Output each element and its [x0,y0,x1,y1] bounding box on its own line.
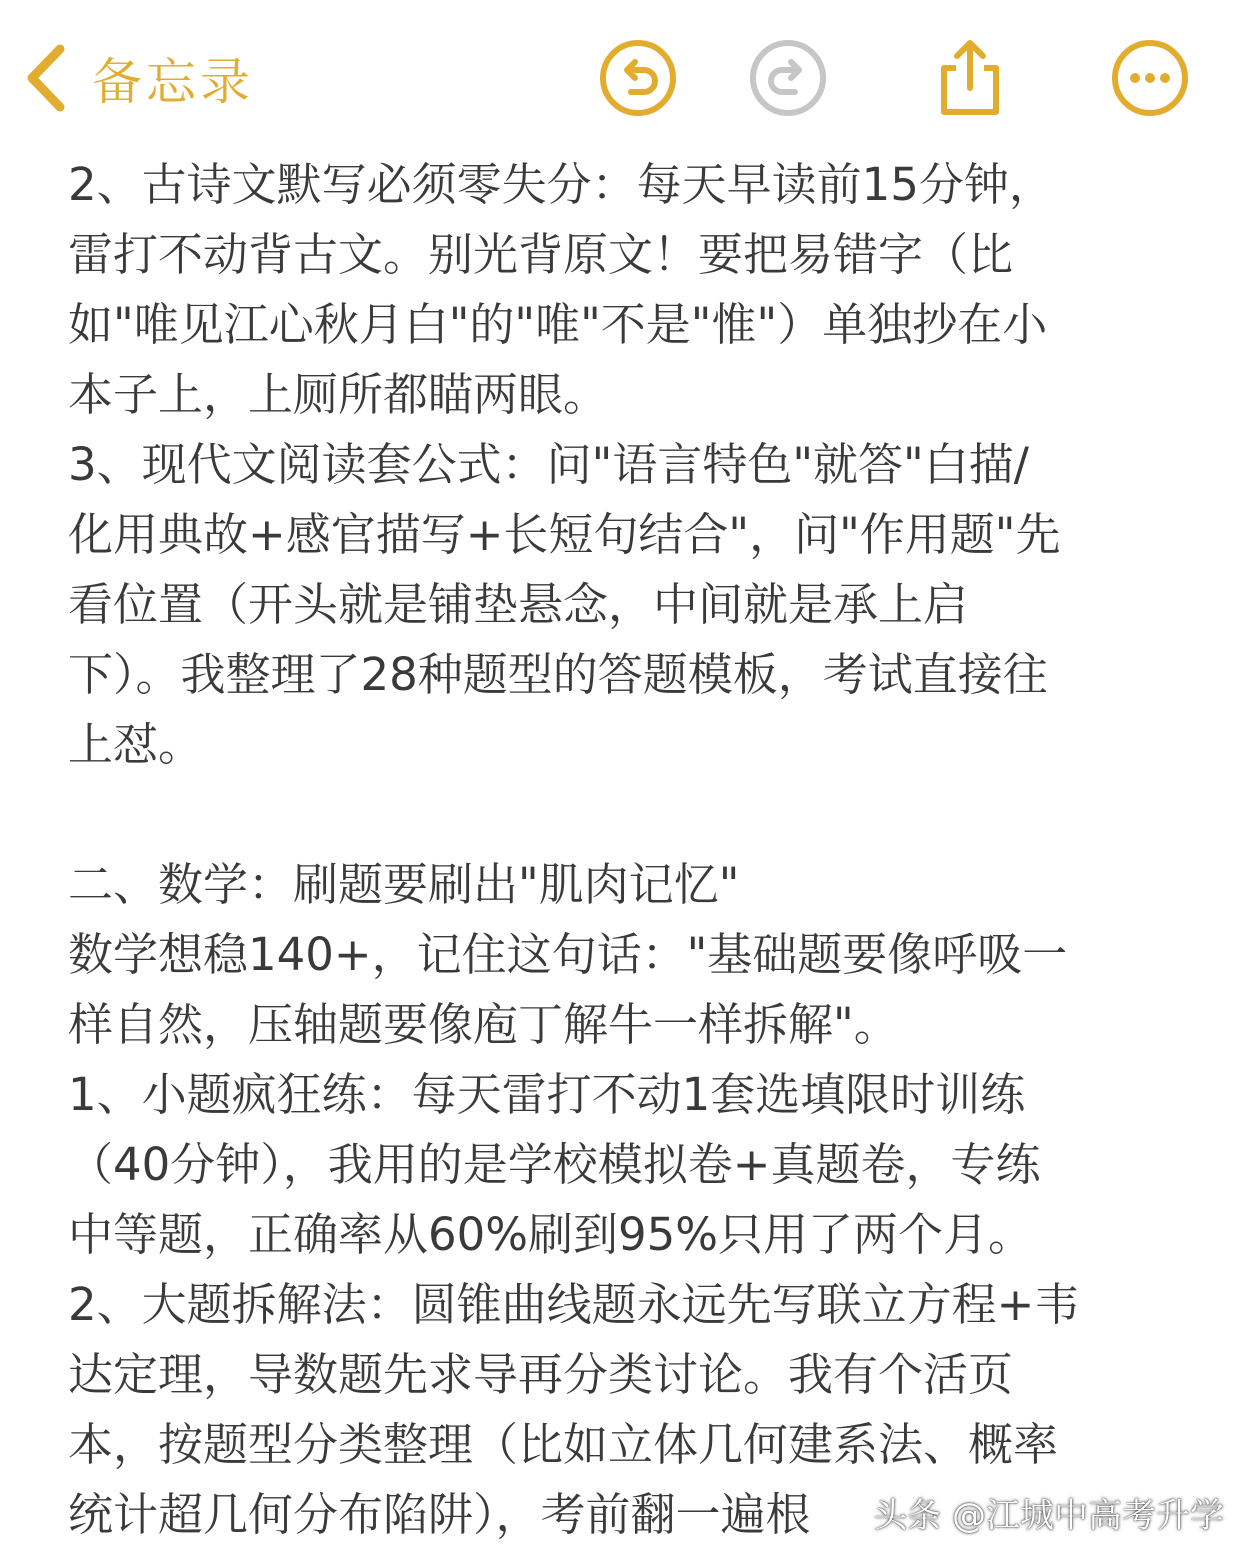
back-label: 备忘录 [92,53,254,111]
note-line: 雷打不动背古文。别光背原文！要把易错字（比 [68,228,1014,281]
note-line: 本子上，上厕所都瞄两眼。 [68,368,609,421]
note-line: 2、大题拆解法：圆锥曲线题永远先写联立方程+韦 [68,1278,1080,1331]
note-line: 1、小题疯狂练：每天雷打不动1套选填限时训练 [68,1068,1026,1121]
note-line: 统计超几何分布陷阱），考前翻一遍根 [68,1488,811,1541]
note-line: 看位置（开头就是铺垫悬念，中间就是承上启 [68,578,969,631]
note-line: 中等题，正确率从60%刷到95%只用了两个月。 [68,1208,1034,1261]
note-line: 样自然，压轴题要像庖丁解牛一样拆解"。 [68,998,899,1051]
back-button[interactable] [22,38,254,118]
chevron-left-icon [22,43,68,113]
note-line: 本，按题型分类整理（比如立体几何建系法、概率 [68,1418,1059,1471]
note-line: 数学想稳140+，记住这句话："基础题要像呼吸一 [68,928,1068,981]
note-line: 上怼。 [68,718,204,771]
note-line: （40分钟），我用的是学校模拟卷+真题卷，专练 [68,1138,1041,1191]
note-body[interactable] [68,150,1188,1550]
note-line: 3、现代文阅读套公式：问"语言特色"就答"白描/ [68,438,1029,491]
note-line: 如"唯见江心秋月白"的"唯"不是"惟"）单独抄在小 [68,298,1048,351]
note-line: 达定理，导数题先求导再分类讨论。我有个活页 [68,1348,1014,1401]
note-line: 下）。我整理了28种题型的答题模板，考试直接往 [68,648,1048,701]
watermark: 头条 @江城中高考升学 [873,1496,1224,1536]
navigation-bar [0,0,1242,150]
section-heading: 二、数学：刷题要刷出"肌肉记忆" [68,858,740,911]
undo-icon[interactable] [598,38,678,118]
share-icon[interactable] [930,38,1010,118]
blank-line [68,780,1188,850]
note-line: 化用典故+感官描写+长短句结合"，问"作用题"先 [68,508,1061,561]
redo-icon[interactable] [748,38,828,118]
more-icon[interactable] [1110,38,1190,118]
note-line: 2、古诗文默写必须零失分：每天早读前15分钟， [68,158,1054,211]
